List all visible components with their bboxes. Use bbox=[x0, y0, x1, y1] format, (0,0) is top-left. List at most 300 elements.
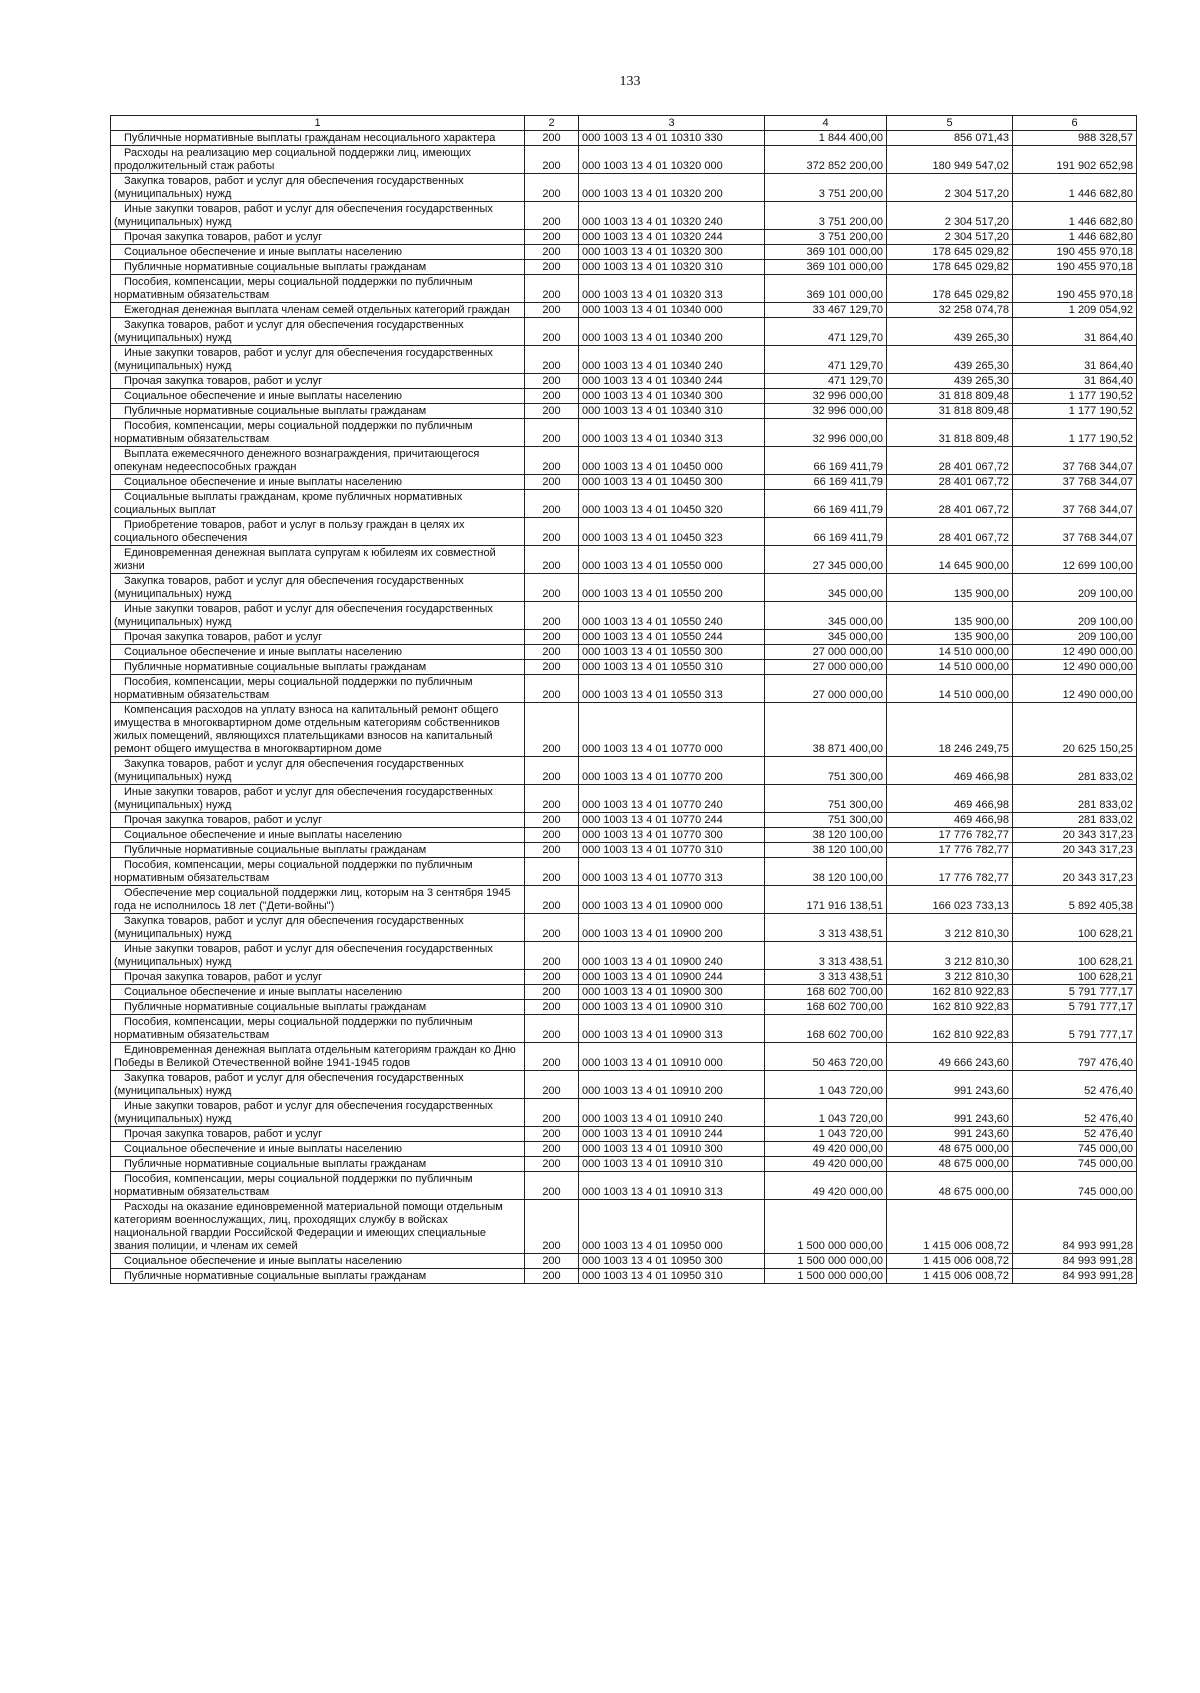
row-executed-amount: 14 645 900,00 bbox=[887, 546, 1013, 574]
row-code: 200 bbox=[525, 1157, 579, 1172]
row-executed-amount: 17 776 782,77 bbox=[887, 843, 1013, 858]
row-remaining-amount: 5 791 777,17 bbox=[1013, 1015, 1137, 1043]
row-description: Иные закупки товаров, работ и услуг для обеспечения государственных (муниципальных) нужд bbox=[111, 202, 525, 230]
table-row bbox=[111, 914, 1137, 942]
row-code: 200 bbox=[525, 174, 579, 202]
row-planned-amount: 751 300,00 bbox=[765, 785, 887, 813]
row-code: 200 bbox=[525, 675, 579, 703]
row-remaining-amount: 37 768 344,07 bbox=[1013, 475, 1137, 490]
row-budget-classification: 000 1003 13 4 01 10450 320 bbox=[579, 490, 765, 518]
row-code: 200 bbox=[525, 1142, 579, 1157]
row-description: Иные закупки товаров, работ и услуг для обеспечения государственных (муниципальных) нужд bbox=[111, 346, 525, 374]
row-remaining-amount: 37 768 344,07 bbox=[1013, 490, 1137, 518]
row-executed-amount: 28 401 067,72 bbox=[887, 490, 1013, 518]
row-budget-classification: 000 1003 13 4 01 10320 244 bbox=[579, 230, 765, 245]
row-code: 200 bbox=[525, 275, 579, 303]
row-executed-amount: 32 258 074,78 bbox=[887, 303, 1013, 318]
row-executed-amount: 28 401 067,72 bbox=[887, 475, 1013, 490]
row-description: Единовременная денежная выплата супругам к юбилеям их совместной жизни bbox=[111, 546, 525, 574]
row-executed-amount: 14 510 000,00 bbox=[887, 660, 1013, 675]
row-planned-amount: 1 500 000 000,00 bbox=[765, 1254, 887, 1269]
row-remaining-amount: 52 476,40 bbox=[1013, 1071, 1137, 1099]
row-budget-classification: 000 1003 13 4 01 10550 000 bbox=[579, 546, 765, 574]
row-description: Расходы на реализацию мер социальной поддержки лиц, имеющих продолжительный стаж работы bbox=[111, 146, 525, 174]
row-code: 200 bbox=[525, 1071, 579, 1099]
row-description: Публичные нормативные социальные выплаты гражданам bbox=[111, 1269, 525, 1284]
table-row bbox=[111, 886, 1137, 914]
row-planned-amount: 49 420 000,00 bbox=[765, 1142, 887, 1157]
row-code: 200 bbox=[525, 942, 579, 970]
row-budget-classification: 000 1003 13 4 01 10910 200 bbox=[579, 1071, 765, 1099]
row-budget-classification: 000 1003 13 4 01 10340 240 bbox=[579, 346, 765, 374]
table-row bbox=[111, 260, 1137, 275]
row-executed-amount: 135 900,00 bbox=[887, 630, 1013, 645]
row-executed-amount: 135 900,00 bbox=[887, 602, 1013, 630]
row-budget-classification: 000 1003 13 4 01 10770 240 bbox=[579, 785, 765, 813]
row-planned-amount: 471 129,70 bbox=[765, 318, 887, 346]
row-executed-amount: 2 304 517,20 bbox=[887, 202, 1013, 230]
table-row bbox=[111, 843, 1137, 858]
row-planned-amount: 27 345 000,00 bbox=[765, 546, 887, 574]
row-code: 200 bbox=[525, 1000, 579, 1015]
row-code: 200 bbox=[525, 146, 579, 174]
row-remaining-amount: 1 177 190,52 bbox=[1013, 419, 1137, 447]
row-description: Пособия, компенсации, меры социальной поддержки по публичным нормативным обязательствам bbox=[111, 675, 525, 703]
table-row bbox=[111, 630, 1137, 645]
row-code: 200 bbox=[525, 1043, 579, 1071]
row-budget-classification: 000 1003 13 4 01 10450 000 bbox=[579, 447, 765, 475]
table-row bbox=[111, 703, 1137, 757]
row-remaining-amount: 1 177 190,52 bbox=[1013, 404, 1137, 419]
row-remaining-amount: 37 768 344,07 bbox=[1013, 447, 1137, 475]
row-remaining-amount: 37 768 344,07 bbox=[1013, 518, 1137, 546]
row-planned-amount: 369 101 000,00 bbox=[765, 245, 887, 260]
row-remaining-amount: 190 455 970,18 bbox=[1013, 275, 1137, 303]
row-planned-amount: 32 996 000,00 bbox=[765, 389, 887, 404]
table-row bbox=[111, 785, 1137, 813]
row-description: Единовременная денежная выплата отдельным категориям граждан ко Дню Победы в Великой Отечественной войне 1941-1945 годов bbox=[111, 1043, 525, 1071]
row-code: 200 bbox=[525, 757, 579, 785]
row-remaining-amount: 100 628,21 bbox=[1013, 914, 1137, 942]
row-executed-amount: 3 212 810,30 bbox=[887, 970, 1013, 985]
row-remaining-amount: 52 476,40 bbox=[1013, 1099, 1137, 1127]
row-executed-amount: 17 776 782,77 bbox=[887, 858, 1013, 886]
row-planned-amount: 66 169 411,79 bbox=[765, 518, 887, 546]
table-row bbox=[111, 574, 1137, 602]
table-row bbox=[111, 245, 1137, 260]
table-row bbox=[111, 1071, 1137, 1099]
row-planned-amount: 33 467 129,70 bbox=[765, 303, 887, 318]
table-row bbox=[111, 970, 1137, 985]
row-executed-amount: 1 415 006 008,72 bbox=[887, 1200, 1013, 1254]
row-planned-amount: 1 500 000 000,00 bbox=[765, 1200, 887, 1254]
row-budget-classification: 000 1003 13 4 01 10450 300 bbox=[579, 475, 765, 490]
row-remaining-amount: 1 209 054,92 bbox=[1013, 303, 1137, 318]
row-planned-amount: 345 000,00 bbox=[765, 630, 887, 645]
row-code: 200 bbox=[525, 785, 579, 813]
table-row bbox=[111, 490, 1137, 518]
row-code: 200 bbox=[525, 419, 579, 447]
row-budget-classification: 000 1003 13 4 01 10340 000 bbox=[579, 303, 765, 318]
row-description: Социальное обеспечение и иные выплаты населению bbox=[111, 389, 525, 404]
row-description: Публичные нормативные социальные выплаты гражданам bbox=[111, 1000, 525, 1015]
table-row bbox=[111, 374, 1137, 389]
row-description: Закупка товаров, работ и услуг для обеспечения государственных (муниципальных) нужд bbox=[111, 318, 525, 346]
row-budget-classification: 000 1003 13 4 01 10340 244 bbox=[579, 374, 765, 389]
row-executed-amount: 31 818 809,48 bbox=[887, 389, 1013, 404]
row-executed-amount: 1 415 006 008,72 bbox=[887, 1254, 1013, 1269]
row-executed-amount: 28 401 067,72 bbox=[887, 518, 1013, 546]
row-executed-amount: 1 415 006 008,72 bbox=[887, 1269, 1013, 1284]
row-code: 200 bbox=[525, 858, 579, 886]
row-description: Закупка товаров, работ и услуг для обеспечения государственных (муниципальных) нужд bbox=[111, 914, 525, 942]
row-description: Компенсация расходов на уплату взноса на капитальный ремонт общего имущества в многоквартирном доме отдельным категориям собственников жилых помещений, являющихся плательщиками взносов на капитальный ремонт общего имущества в многоквартирном доме bbox=[111, 703, 525, 757]
table-row bbox=[111, 1127, 1137, 1142]
row-description: Социальное обеспечение и иные выплаты населению bbox=[111, 645, 525, 660]
row-description: Социальные выплаты гражданам, кроме публичных нормативных социальных выплат bbox=[111, 490, 525, 518]
row-remaining-amount: 84 993 991,28 bbox=[1013, 1254, 1137, 1269]
row-code: 200 bbox=[525, 318, 579, 346]
row-budget-classification: 000 1003 13 4 01 10340 310 bbox=[579, 404, 765, 419]
row-planned-amount: 3 313 438,51 bbox=[765, 914, 887, 942]
row-code: 200 bbox=[525, 447, 579, 475]
row-budget-classification: 000 1003 13 4 01 10900 000 bbox=[579, 886, 765, 914]
table-row bbox=[111, 828, 1137, 843]
row-code: 200 bbox=[525, 546, 579, 574]
row-description: Публичные нормативные социальные выплаты гражданам bbox=[111, 1157, 525, 1172]
row-code: 200 bbox=[525, 1200, 579, 1254]
row-executed-amount: 178 645 029,82 bbox=[887, 275, 1013, 303]
table-row bbox=[111, 389, 1137, 404]
row-executed-amount: 991 243,60 bbox=[887, 1099, 1013, 1127]
row-budget-classification: 000 1003 13 4 01 10550 310 bbox=[579, 660, 765, 675]
row-executed-amount: 162 810 922,83 bbox=[887, 985, 1013, 1000]
row-planned-amount: 1 043 720,00 bbox=[765, 1071, 887, 1099]
row-remaining-amount: 745 000,00 bbox=[1013, 1142, 1137, 1157]
row-description: Иные закупки товаров, работ и услуг для обеспечения государственных (муниципальных) нужд bbox=[111, 942, 525, 970]
row-remaining-amount: 5 791 777,17 bbox=[1013, 985, 1137, 1000]
row-budget-classification: 000 1003 13 4 01 10900 244 bbox=[579, 970, 765, 985]
row-executed-amount: 180 949 547,02 bbox=[887, 146, 1013, 174]
column-header: 5 bbox=[887, 116, 1013, 131]
row-remaining-amount: 12 490 000,00 bbox=[1013, 645, 1137, 660]
row-executed-amount: 469 466,98 bbox=[887, 757, 1013, 785]
row-executed-amount: 469 466,98 bbox=[887, 785, 1013, 813]
row-description: Социальное обеспечение и иные выплаты населению bbox=[111, 245, 525, 260]
table-row bbox=[111, 303, 1137, 318]
row-code: 200 bbox=[525, 886, 579, 914]
row-executed-amount: 48 675 000,00 bbox=[887, 1172, 1013, 1200]
row-remaining-amount: 190 455 970,18 bbox=[1013, 260, 1137, 275]
row-budget-classification: 000 1003 13 4 01 10320 240 bbox=[579, 202, 765, 230]
row-description: Закупка товаров, работ и услуг для обеспечения государственных (муниципальных) нужд bbox=[111, 757, 525, 785]
row-code: 200 bbox=[525, 1127, 579, 1142]
row-description: Закупка товаров, работ и услуг для обеспечения государственных (муниципальных) нужд bbox=[111, 174, 525, 202]
row-budget-classification: 000 1003 13 4 01 10550 240 bbox=[579, 602, 765, 630]
row-code: 200 bbox=[525, 828, 579, 843]
row-code: 200 bbox=[525, 645, 579, 660]
row-code: 200 bbox=[525, 660, 579, 675]
row-description: Прочая закупка товаров, работ и услуг bbox=[111, 374, 525, 389]
table-row bbox=[111, 404, 1137, 419]
row-remaining-amount: 209 100,00 bbox=[1013, 602, 1137, 630]
row-description: Расходы на оказание единовременной материальной помощи отдельным категориям военнослужащих, лиц, проходящих службу в войсках национальной гвардии Российской Федерации и имеющих специальные звания полиции, и членам их семей bbox=[111, 1200, 525, 1254]
row-planned-amount: 1 043 720,00 bbox=[765, 1127, 887, 1142]
row-budget-classification: 000 1003 13 4 01 10340 200 bbox=[579, 318, 765, 346]
row-budget-classification: 000 1003 13 4 01 10910 244 bbox=[579, 1127, 765, 1142]
row-code: 200 bbox=[525, 703, 579, 757]
row-executed-amount: 2 304 517,20 bbox=[887, 230, 1013, 245]
row-budget-classification: 000 1003 13 4 01 10910 313 bbox=[579, 1172, 765, 1200]
row-planned-amount: 66 169 411,79 bbox=[765, 490, 887, 518]
row-executed-amount: 439 265,30 bbox=[887, 318, 1013, 346]
row-description: Социальное обеспечение и иные выплаты населению bbox=[111, 1142, 525, 1157]
row-description: Прочая закупка товаров, работ и услуг bbox=[111, 230, 525, 245]
row-remaining-amount: 20 625 150,25 bbox=[1013, 703, 1137, 757]
row-code: 200 bbox=[525, 630, 579, 645]
row-remaining-amount: 745 000,00 bbox=[1013, 1172, 1137, 1200]
table-row bbox=[111, 419, 1137, 447]
row-description: Социальное обеспечение и иные выплаты населению bbox=[111, 475, 525, 490]
row-budget-classification: 000 1003 13 4 01 10900 200 bbox=[579, 914, 765, 942]
row-code: 200 bbox=[525, 843, 579, 858]
row-budget-classification: 000 1003 13 4 01 10770 244 bbox=[579, 813, 765, 828]
table-row bbox=[111, 1200, 1137, 1254]
column-header: 6 bbox=[1013, 116, 1137, 131]
row-planned-amount: 3 313 438,51 bbox=[765, 942, 887, 970]
row-budget-classification: 000 1003 13 4 01 10910 310 bbox=[579, 1157, 765, 1172]
row-description: Закупка товаров, работ и услуг для обеспечения государственных (муниципальных) нужд bbox=[111, 1071, 525, 1099]
table-body bbox=[111, 131, 1137, 1284]
row-budget-classification: 000 1003 13 4 01 10910 300 bbox=[579, 1142, 765, 1157]
row-executed-amount: 31 818 809,48 bbox=[887, 419, 1013, 447]
row-planned-amount: 32 996 000,00 bbox=[765, 404, 887, 419]
row-executed-amount: 162 810 922,83 bbox=[887, 1015, 1013, 1043]
row-code: 200 bbox=[525, 1015, 579, 1043]
row-remaining-amount: 281 833,02 bbox=[1013, 785, 1137, 813]
row-budget-classification: 000 1003 13 4 01 10770 313 bbox=[579, 858, 765, 886]
table-row bbox=[111, 660, 1137, 675]
row-budget-classification: 000 1003 13 4 01 10950 000 bbox=[579, 1200, 765, 1254]
row-description: Пособия, компенсации, меры социальной поддержки по публичным нормативным обязательствам bbox=[111, 1015, 525, 1043]
table-row bbox=[111, 1157, 1137, 1172]
row-remaining-amount: 31 864,40 bbox=[1013, 374, 1137, 389]
row-planned-amount: 168 602 700,00 bbox=[765, 1000, 887, 1015]
row-remaining-amount: 745 000,00 bbox=[1013, 1157, 1137, 1172]
row-planned-amount: 3 751 200,00 bbox=[765, 174, 887, 202]
row-remaining-amount: 281 833,02 bbox=[1013, 757, 1137, 785]
row-planned-amount: 27 000 000,00 bbox=[765, 660, 887, 675]
row-remaining-amount: 52 476,40 bbox=[1013, 1127, 1137, 1142]
row-executed-amount: 991 243,60 bbox=[887, 1127, 1013, 1142]
column-header: 2 bbox=[525, 116, 579, 131]
row-budget-classification: 000 1003 13 4 01 10340 300 bbox=[579, 389, 765, 404]
row-executed-amount: 49 666 243,60 bbox=[887, 1043, 1013, 1071]
row-description: Пособия, компенсации, меры социальной поддержки по публичным нормативным обязательствам bbox=[111, 275, 525, 303]
row-planned-amount: 168 602 700,00 bbox=[765, 1015, 887, 1043]
row-code: 200 bbox=[525, 1172, 579, 1200]
row-description: Публичные нормативные социальные выплаты гражданам bbox=[111, 260, 525, 275]
row-remaining-amount: 1 446 682,80 bbox=[1013, 230, 1137, 245]
table-row bbox=[111, 602, 1137, 630]
table-row bbox=[111, 858, 1137, 886]
row-description: Ежегодная денежная выплата членам семей отдельных категорий граждан bbox=[111, 303, 525, 318]
table-row bbox=[111, 346, 1137, 374]
table-row bbox=[111, 1099, 1137, 1127]
row-code: 200 bbox=[525, 1099, 579, 1127]
table-row bbox=[111, 131, 1137, 146]
row-planned-amount: 3 313 438,51 bbox=[765, 970, 887, 985]
row-planned-amount: 1 043 720,00 bbox=[765, 1099, 887, 1127]
row-planned-amount: 27 000 000,00 bbox=[765, 645, 887, 660]
row-executed-amount: 991 243,60 bbox=[887, 1071, 1013, 1099]
row-budget-classification: 000 1003 13 4 01 10900 300 bbox=[579, 985, 765, 1000]
row-planned-amount: 168 602 700,00 bbox=[765, 985, 887, 1000]
row-remaining-amount: 20 343 317,23 bbox=[1013, 828, 1137, 843]
table-row bbox=[111, 1269, 1137, 1284]
row-planned-amount: 50 463 720,00 bbox=[765, 1043, 887, 1071]
row-description: Приобретение товаров, работ и услуг в пользу граждан в целях их социального обеспечения bbox=[111, 518, 525, 546]
row-executed-amount: 17 776 782,77 bbox=[887, 828, 1013, 843]
row-code: 200 bbox=[525, 346, 579, 374]
row-description: Социальное обеспечение и иные выплаты населению bbox=[111, 828, 525, 843]
budget-execution-table bbox=[110, 115, 1137, 1284]
row-planned-amount: 369 101 000,00 bbox=[765, 275, 887, 303]
row-remaining-amount: 20 343 317,23 bbox=[1013, 858, 1137, 886]
column-header: 4 bbox=[765, 116, 887, 131]
row-remaining-amount: 281 833,02 bbox=[1013, 813, 1137, 828]
row-executed-amount: 439 265,30 bbox=[887, 346, 1013, 374]
row-budget-classification: 000 1003 13 4 01 10770 200 bbox=[579, 757, 765, 785]
row-code: 200 bbox=[525, 230, 579, 245]
row-budget-classification: 000 1003 13 4 01 10950 300 bbox=[579, 1254, 765, 1269]
row-description: Иные закупки товаров, работ и услуг для обеспечения государственных (муниципальных) нужд bbox=[111, 602, 525, 630]
table-row bbox=[111, 1043, 1137, 1071]
row-remaining-amount: 209 100,00 bbox=[1013, 630, 1137, 645]
row-description: Публичные нормативные выплаты гражданам несоциального характера bbox=[111, 131, 525, 146]
row-remaining-amount: 1 446 682,80 bbox=[1013, 174, 1137, 202]
row-code: 200 bbox=[525, 260, 579, 275]
row-remaining-amount: 31 864,40 bbox=[1013, 318, 1137, 346]
row-budget-classification: 000 1003 13 4 01 10770 000 bbox=[579, 703, 765, 757]
row-description: Социальное обеспечение и иные выплаты населению bbox=[111, 1254, 525, 1269]
row-budget-classification: 000 1003 13 4 01 10900 313 bbox=[579, 1015, 765, 1043]
row-description: Выплата ежемесячного денежного вознаграждения, причитающегося опекунам недееспособных граждан bbox=[111, 447, 525, 475]
row-description: Иные закупки товаров, работ и услуг для обеспечения государственных (муниципальных) нужд bbox=[111, 785, 525, 813]
row-planned-amount: 66 169 411,79 bbox=[765, 447, 887, 475]
row-planned-amount: 751 300,00 bbox=[765, 813, 887, 828]
row-description: Пособия, компенсации, меры социальной поддержки по публичным нормативным обязательствам bbox=[111, 858, 525, 886]
row-remaining-amount: 1 177 190,52 bbox=[1013, 389, 1137, 404]
row-code: 200 bbox=[525, 602, 579, 630]
row-remaining-amount: 84 993 991,28 bbox=[1013, 1200, 1137, 1254]
row-description: Публичные нормативные социальные выплаты гражданам bbox=[111, 660, 525, 675]
row-remaining-amount: 190 455 970,18 bbox=[1013, 245, 1137, 260]
row-planned-amount: 66 169 411,79 bbox=[765, 475, 887, 490]
table-row bbox=[111, 1000, 1137, 1015]
row-planned-amount: 1 844 400,00 bbox=[765, 131, 887, 146]
row-planned-amount: 38 120 100,00 bbox=[765, 828, 887, 843]
row-code: 200 bbox=[525, 389, 579, 404]
row-executed-amount: 48 675 000,00 bbox=[887, 1157, 1013, 1172]
table-row bbox=[111, 318, 1137, 346]
row-executed-amount: 2 304 517,20 bbox=[887, 174, 1013, 202]
row-planned-amount: 369 101 000,00 bbox=[765, 260, 887, 275]
row-remaining-amount: 12 699 100,00 bbox=[1013, 546, 1137, 574]
row-remaining-amount: 191 902 652,98 bbox=[1013, 146, 1137, 174]
row-executed-amount: 135 900,00 bbox=[887, 574, 1013, 602]
row-budget-classification: 000 1003 13 4 01 10770 310 bbox=[579, 843, 765, 858]
row-budget-classification: 000 1003 13 4 01 10320 310 bbox=[579, 260, 765, 275]
row-remaining-amount: 797 476,40 bbox=[1013, 1043, 1137, 1071]
table-row bbox=[111, 275, 1137, 303]
row-executed-amount: 3 212 810,30 bbox=[887, 914, 1013, 942]
row-code: 200 bbox=[525, 1269, 579, 1284]
row-executed-amount: 18 246 249,75 bbox=[887, 703, 1013, 757]
row-remaining-amount: 988 328,57 bbox=[1013, 131, 1137, 146]
table-row bbox=[111, 813, 1137, 828]
header-row bbox=[111, 116, 1137, 131]
row-budget-classification: 000 1003 13 4 01 10340 313 bbox=[579, 419, 765, 447]
row-executed-amount: 856 071,43 bbox=[887, 131, 1013, 146]
row-planned-amount: 171 916 138,51 bbox=[765, 886, 887, 914]
row-budget-classification: 000 1003 13 4 01 10550 300 bbox=[579, 645, 765, 660]
row-budget-classification: 000 1003 13 4 01 10950 310 bbox=[579, 1269, 765, 1284]
row-planned-amount: 38 871 400,00 bbox=[765, 703, 887, 757]
row-planned-amount: 49 420 000,00 bbox=[765, 1172, 887, 1200]
row-budget-classification: 000 1003 13 4 01 10550 313 bbox=[579, 675, 765, 703]
row-executed-amount: 48 675 000,00 bbox=[887, 1142, 1013, 1157]
table-row bbox=[111, 1172, 1137, 1200]
row-executed-amount: 28 401 067,72 bbox=[887, 447, 1013, 475]
row-description: Прочая закупка товаров, работ и услуг bbox=[111, 970, 525, 985]
column-header: 1 bbox=[111, 116, 525, 131]
row-budget-classification: 000 1003 13 4 01 10320 300 bbox=[579, 245, 765, 260]
row-remaining-amount: 209 100,00 bbox=[1013, 574, 1137, 602]
row-executed-amount: 14 510 000,00 bbox=[887, 675, 1013, 703]
table-row bbox=[111, 985, 1137, 1000]
row-executed-amount: 178 645 029,82 bbox=[887, 245, 1013, 260]
row-code: 200 bbox=[525, 574, 579, 602]
row-remaining-amount: 12 490 000,00 bbox=[1013, 660, 1137, 675]
row-remaining-amount: 1 446 682,80 bbox=[1013, 202, 1137, 230]
row-budget-classification: 000 1003 13 4 01 10310 330 bbox=[579, 131, 765, 146]
row-budget-classification: 000 1003 13 4 01 10550 200 bbox=[579, 574, 765, 602]
row-budget-classification: 000 1003 13 4 01 10910 000 bbox=[579, 1043, 765, 1071]
row-description: Пособия, компенсации, меры социальной поддержки по публичным нормативным обязательствам bbox=[111, 419, 525, 447]
row-code: 200 bbox=[525, 245, 579, 260]
table-row bbox=[111, 146, 1137, 174]
row-planned-amount: 345 000,00 bbox=[765, 602, 887, 630]
row-planned-amount: 471 129,70 bbox=[765, 374, 887, 389]
row-code: 200 bbox=[525, 404, 579, 419]
row-planned-amount: 372 852 200,00 bbox=[765, 146, 887, 174]
row-description: Закупка товаров, работ и услуг для обеспечения государственных (муниципальных) нужд bbox=[111, 574, 525, 602]
row-budget-classification: 000 1003 13 4 01 10320 313 bbox=[579, 275, 765, 303]
table-row bbox=[111, 645, 1137, 660]
table-row bbox=[111, 174, 1137, 202]
row-budget-classification: 000 1003 13 4 01 10320 200 bbox=[579, 174, 765, 202]
row-planned-amount: 3 751 200,00 bbox=[765, 202, 887, 230]
row-description: Обеспечение мер социальной поддержки лиц, которым на 3 сентября 1945 года не исполнилось 18 лет ("Дети-войны") bbox=[111, 886, 525, 914]
row-executed-amount: 3 212 810,30 bbox=[887, 942, 1013, 970]
table-row bbox=[111, 447, 1137, 475]
row-code: 200 bbox=[525, 202, 579, 230]
row-remaining-amount: 31 864,40 bbox=[1013, 346, 1137, 374]
row-remaining-amount: 100 628,21 bbox=[1013, 970, 1137, 985]
row-code: 200 bbox=[525, 131, 579, 146]
row-remaining-amount: 84 993 991,28 bbox=[1013, 1269, 1137, 1284]
